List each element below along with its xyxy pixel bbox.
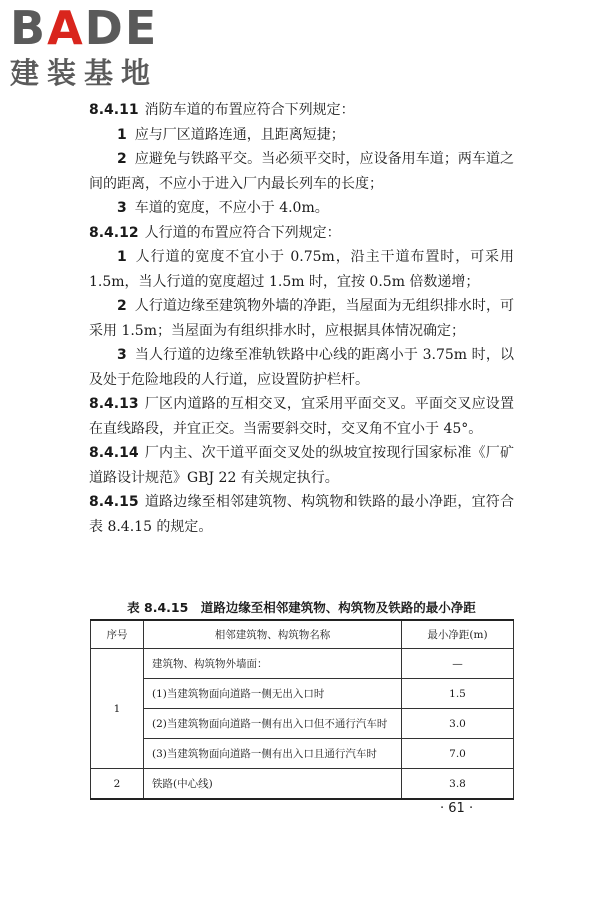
- document-body: [89, 98, 514, 539]
- table-row: [91, 709, 514, 739]
- table-row: [91, 649, 514, 679]
- table-row: [91, 679, 514, 709]
- bade-logo: [10, 1, 185, 94]
- clause-item: 3 车道的宽度，不应小于 4.0m。: [117, 200, 329, 216]
- row-name: 建筑物、构筑物外墙面：: [144, 649, 402, 679]
- header-name: 相邻建筑物、构筑物名称: [144, 620, 402, 649]
- clause-item: 1 人行道的宽度不宜小于 0.75m，沿主干道布置时，可采用 1.5m，当人行道的宽度超过 1.5m 时，宜按 0.5m 倍数递增；: [89, 249, 514, 290]
- row-name: 铁路(中心线): [144, 769, 402, 800]
- row-value: 3.8: [402, 769, 514, 800]
- table-header-row: [91, 620, 514, 649]
- page-number: · 61 ·: [440, 801, 474, 816]
- clause-8-4-14: 8.4.14 厂内主、次干道平面交叉处的纵坡宜按现行国家标准《厂矿道路设计规范》GBJ 22 有关规定执行。: [89, 445, 514, 486]
- row-no: 1: [91, 649, 144, 769]
- clause-item: 2 应避免与铁路平交。当必须平交时，应设备用车道；两车道之间的距离，不应小于进入厂内最长列车的长度；: [89, 151, 514, 192]
- header-value: 最小净距(m): [402, 620, 514, 649]
- clause-item: 3 当人行道的边缘至准轨铁路中心线的距离小于 3.75m 时，以及处于危险地段的人行道，应设置防护栏杆。: [89, 347, 514, 388]
- row-name: (2)当建筑物面向道路一侧有出入口但不通行汽车时: [144, 709, 402, 739]
- row-value: —: [402, 649, 514, 679]
- table-row: [91, 739, 514, 769]
- header-no: 序号: [91, 620, 144, 649]
- clause-8-4-15: 8.4.15 道路边缘至相邻建筑物、构筑物和铁路的最小净距，宜符合表 8.4.15 的规定。: [89, 494, 514, 535]
- clause-8-4-13: 8.4.13 厂区内道路的互相交叉，宜采用平面交叉。平面交叉应设置在直线路段，并宜正交。当需要斜交时，交叉角不宜小于 45°。: [89, 396, 514, 437]
- row-value: 3.0: [402, 709, 514, 739]
- clearance-table: [90, 619, 514, 800]
- clause-item: 1 应与厂区道路连通，且距离短捷；: [117, 126, 345, 143]
- logo-subtitle: 建装基地: [10, 56, 159, 90]
- row-value: 1.5: [402, 679, 514, 709]
- row-name: (1)当建筑物面向道路一侧无出入口时: [144, 679, 402, 709]
- clause-item: 2 人行道边缘至建筑物外墙的净距，当屋面为无组织排水时，可采用 1.5m；当屋面为有组织排水时，应根据具体情况确定；: [89, 298, 514, 339]
- logo-wordmark: BADE: [10, 1, 159, 55]
- clause-8-4-11: 8.4.11 消防车道的布置应符合下列规定：: [89, 102, 355, 118]
- table-row: [91, 769, 514, 800]
- row-name: (3)当建筑物面向道路一侧有出入口且通行汽车时: [144, 739, 402, 769]
- row-value: 7.0: [402, 739, 514, 769]
- clause-8-4-12: 8.4.12 人行道的布置应符合下列规定：: [89, 224, 341, 241]
- table-title: 表 8.4.15 道路边缘至相邻建筑物、构筑物及铁路的最小净距: [127, 600, 476, 615]
- row-no: 2: [91, 769, 144, 800]
